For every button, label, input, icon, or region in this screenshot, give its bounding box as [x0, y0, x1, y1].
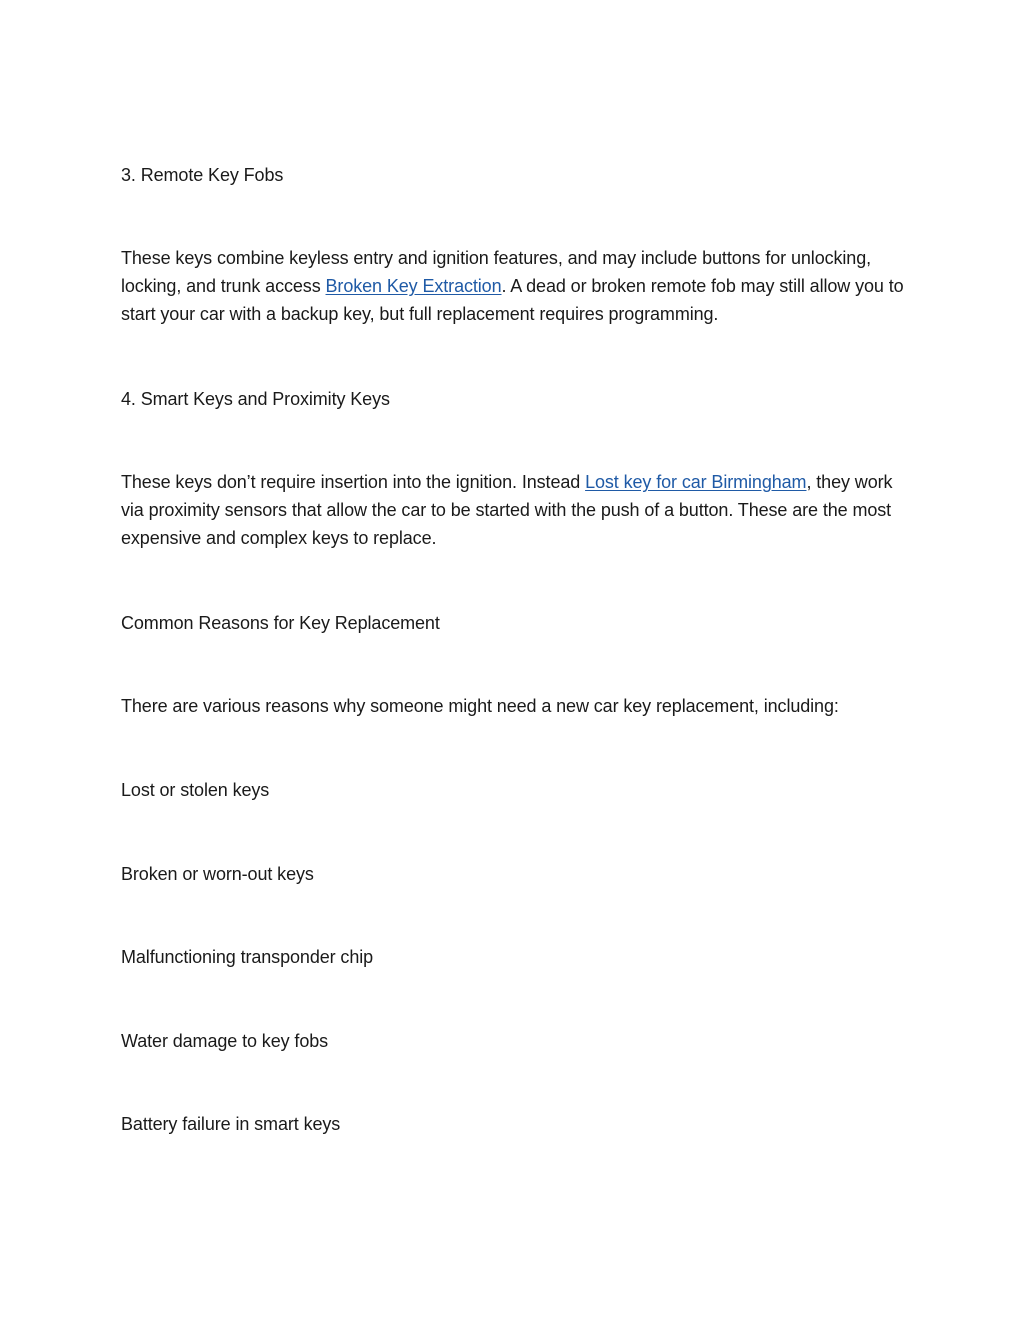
reasons-intro: There are various reasons why someone might need a new car key replacement, including: [121, 696, 839, 716]
section-heading-remote-key-fobs: 3. Remote Key Fobs [121, 165, 284, 185]
section-heading-common-reasons: Common Reasons for Key Replacement [121, 613, 440, 633]
list-item: Malfunctioning transponder chip [121, 947, 374, 967]
paragraph-smart-keys [121, 468, 911, 552]
paragraph-text: These keys combine keyless entry and ignition features, and may include buttons for unlocking, locking, and trunk access [121, 248, 872, 296]
list-item: Water damage to key fobs [121, 1031, 329, 1051]
paragraph-text: , they work via proximity sensors that allow the car to be started with the push of a button. These are the most expensive and complex keys to replace. [121, 472, 893, 548]
broken-key-extraction-link[interactable]: Broken Key Extraction [325, 276, 502, 296]
lost-key-birmingham-link[interactable]: Lost key for car Birmingham [585, 472, 807, 492]
paragraph-remote-key-fobs [121, 244, 911, 328]
section-heading-smart-keys: 4. Smart Keys and Proximity Keys [121, 389, 390, 409]
list-item: Lost or stolen keys [121, 780, 270, 800]
list-item: Broken or worn-out keys [121, 864, 314, 884]
paragraph-text: These keys don’t require insertion into the ignition. Instead [121, 472, 586, 492]
list-item: Battery failure in smart keys [121, 1114, 341, 1134]
paragraph-text: . A dead or broken remote fob may still allow you to start your car with a backup key, but full replacement requires programming. [121, 276, 904, 324]
